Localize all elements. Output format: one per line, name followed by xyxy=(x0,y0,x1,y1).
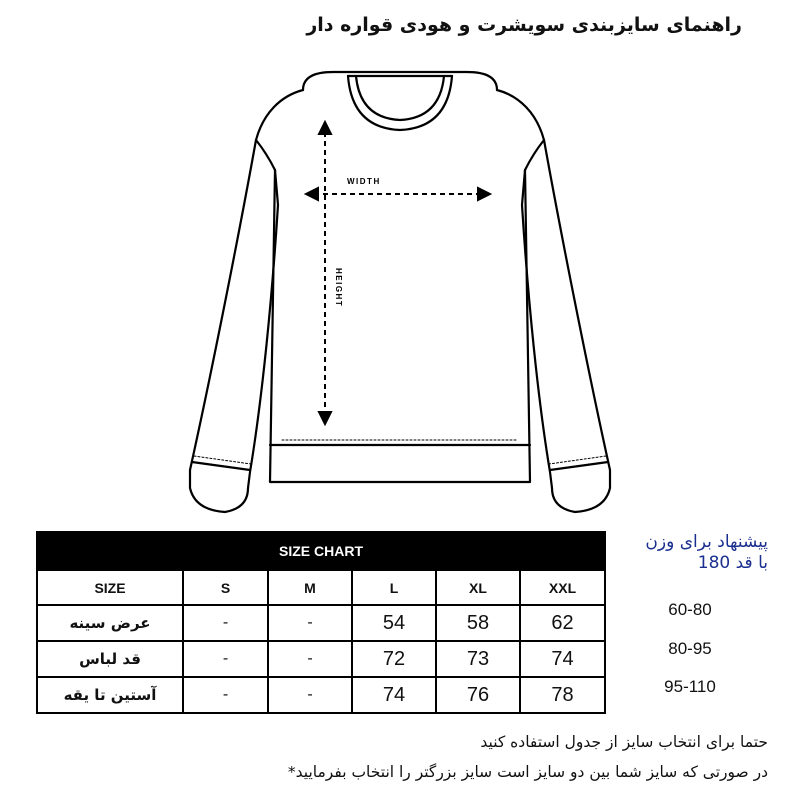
column-header: L xyxy=(352,570,436,605)
table-cell: 54 xyxy=(352,605,436,641)
right-sleeve-outline xyxy=(497,90,610,512)
table-cell: - xyxy=(268,641,352,677)
column-header: XL xyxy=(436,570,520,605)
row-label: قد لباس xyxy=(37,641,183,677)
table-cell: 73 xyxy=(436,641,520,677)
table-row xyxy=(37,641,605,677)
table-cell: - xyxy=(183,605,268,641)
left-shoulder-seam xyxy=(256,140,275,170)
collar-rib-inner xyxy=(356,76,444,120)
table-cell: - xyxy=(183,677,268,713)
table-cell: - xyxy=(268,605,352,641)
suggestion-line-1: پیشنهاد برای وزن xyxy=(645,532,768,552)
weight-range: 80-95 xyxy=(668,639,712,658)
collar-outer xyxy=(303,72,497,90)
column-header: M xyxy=(268,570,352,605)
row-label: آستین تا یقه xyxy=(37,677,183,713)
note-line-2: در صورتی که سایز شما بین دو سایز است سایز بزرگتر را انتخاب بفرمایید* xyxy=(287,763,768,781)
right-cuff xyxy=(550,462,608,470)
left-cuff xyxy=(192,462,250,470)
table-cell: 78 xyxy=(520,677,605,713)
weight-range: 95-110 xyxy=(664,677,716,696)
width-arrow-left xyxy=(306,188,318,200)
table-cell: 58 xyxy=(436,605,520,641)
table-cell: 74 xyxy=(352,677,436,713)
column-header: XXL xyxy=(520,570,605,605)
body-outline xyxy=(270,170,530,482)
width-arrow-right xyxy=(478,188,490,200)
right-shoulder-seam xyxy=(525,140,544,170)
note-line-1: حتما برای انتخاب سایز از جدول استفاده کنید xyxy=(480,733,768,751)
table-row xyxy=(37,677,605,713)
table-cell: 62 xyxy=(520,605,605,641)
height-arrow-top xyxy=(319,122,331,134)
table-cell: - xyxy=(268,677,352,713)
size-chart-table xyxy=(36,531,606,714)
column-header-row xyxy=(37,570,605,605)
height-label: HEIGHT xyxy=(334,268,343,308)
weight-range: 60-80 xyxy=(668,600,712,619)
size-chart-header: SIZE CHART xyxy=(37,532,605,570)
suggestion-line-2: با قد 180 xyxy=(697,553,768,573)
left-sleeve-outline xyxy=(190,90,303,512)
table-cell: 76 xyxy=(436,677,520,713)
table-cell: - xyxy=(183,641,268,677)
table-row xyxy=(37,605,605,641)
width-label: WIDTH xyxy=(347,177,381,186)
column-header: SIZE xyxy=(37,570,183,605)
weight-suggestion-heading xyxy=(618,532,768,574)
height-arrow-bottom xyxy=(319,412,331,424)
page-title: راهنمای سایزبندی سویشرت و هودی قواره دار xyxy=(306,14,742,36)
column-header: S xyxy=(183,570,268,605)
row-label: عرض سینه xyxy=(37,605,183,641)
table-cell: 74 xyxy=(520,641,605,677)
table-cell: 72 xyxy=(352,641,436,677)
